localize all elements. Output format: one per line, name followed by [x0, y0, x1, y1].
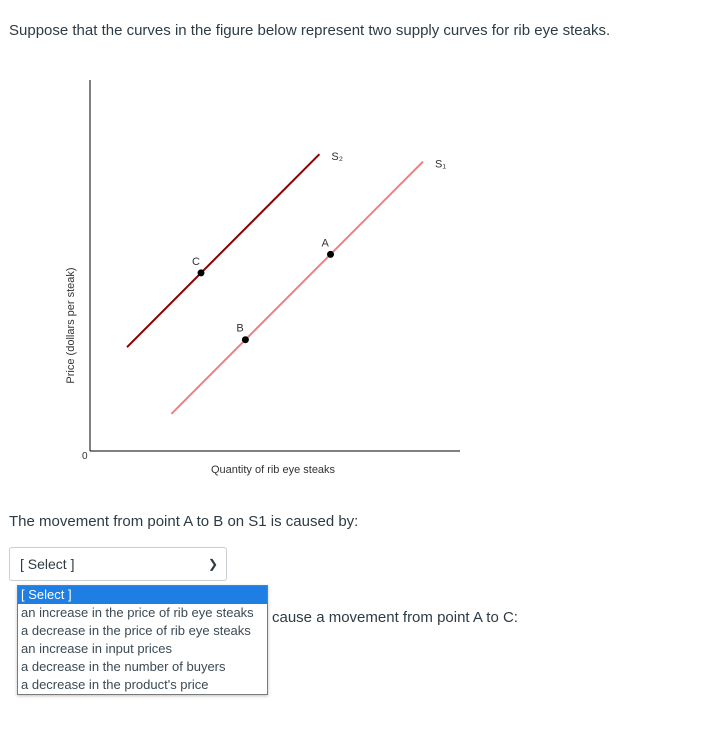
supply-curve-s1-line [171, 162, 423, 414]
select-dropdown-list [17, 585, 268, 695]
option-decrease-price-steaks[interactable]: a decrease in the price of rib eye steaks [21, 623, 251, 638]
supply-curve-s1-label: S₁ [435, 158, 447, 171]
point-c-marker [198, 269, 205, 276]
supply-curve-s2-label: S₂ [331, 151, 344, 164]
question-text-3: cause a movement from point A to C: [272, 609, 518, 626]
point-a-marker [327, 251, 334, 258]
x-axis-label: Quantity of rib eye steaks [210, 464, 336, 476]
option-decrease-number-buyers[interactable]: a decrease in the number of buyers [21, 659, 226, 674]
origin-label: 0 [82, 451, 88, 462]
y-axis-label: Price (dollars per steak) [65, 267, 77, 384]
option-increase-input-prices[interactable]: an increase in input prices [21, 641, 173, 656]
point-b-label: B [236, 322, 244, 335]
option-decrease-product-price[interactable]: a decrease in the product's price [21, 677, 209, 692]
point-b-marker [242, 336, 249, 343]
point-c-label: C [192, 255, 200, 268]
supply-curves-chart [0, 60, 704, 490]
point-a-label: A [321, 237, 329, 250]
chevron-down-icon: ❯ [207, 557, 218, 571]
select-value: [ Select ] [20, 556, 75, 572]
question-text-1: Suppose that the curves in the figure below represent two supply curves for rib eye steaks. [9, 22, 611, 39]
question-text-2: The movement from point A to B on S1 is caused by: [9, 513, 359, 530]
answer-select[interactable] [9, 547, 227, 581]
option-select-placeholder[interactable]: [ Select ] [18, 586, 267, 604]
supply-curve-s2-line [127, 154, 319, 347]
option-increase-price-steaks[interactable]: an increase in the price of rib eye steaks [21, 605, 254, 620]
